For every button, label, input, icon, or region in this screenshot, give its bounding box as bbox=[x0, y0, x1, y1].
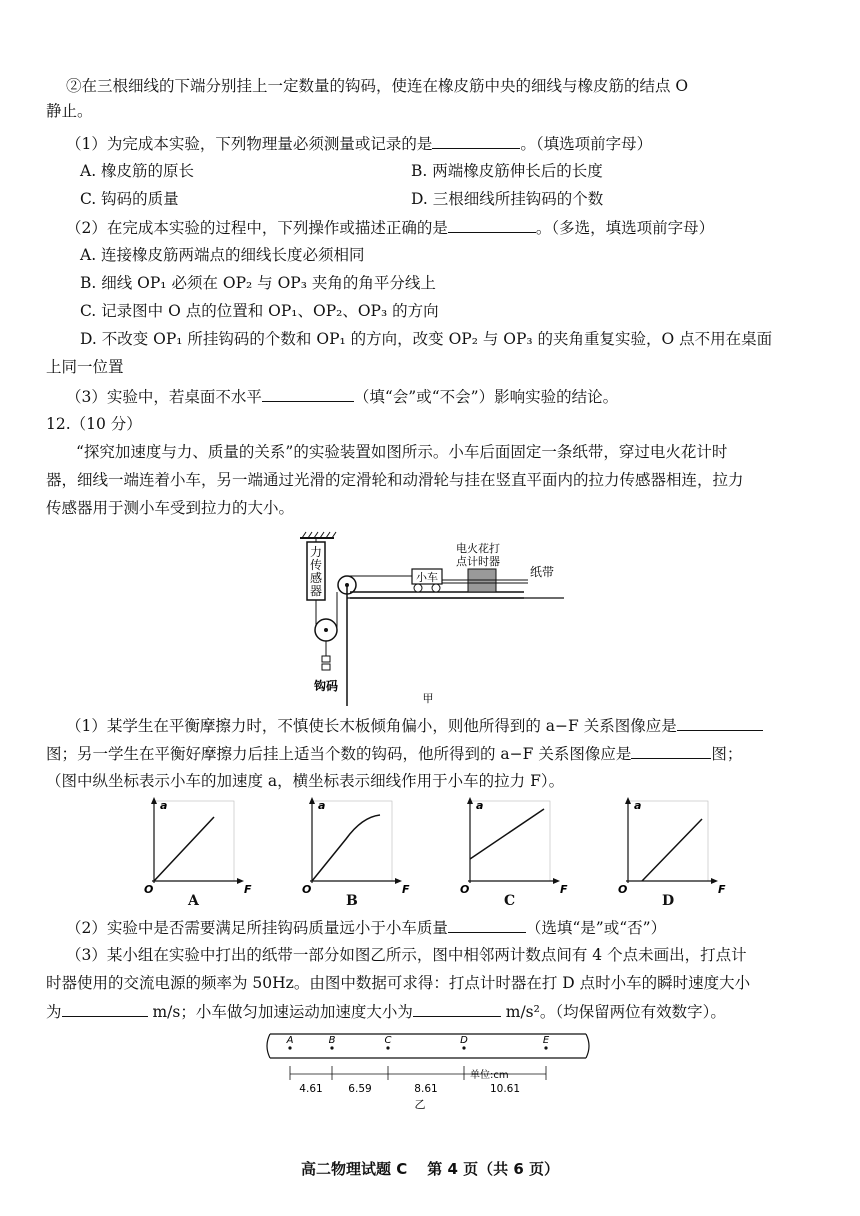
option-c: C. 钩码的质量 bbox=[80, 190, 179, 208]
weight bbox=[322, 664, 330, 670]
y-axis-label: a bbox=[476, 799, 484, 812]
origin-label: O bbox=[460, 883, 470, 896]
distance-label: 4.61 bbox=[299, 1083, 323, 1095]
text-line: 时器使用的交流电源的频率为 50Hz。由图中数据可求得：打点计时器在打 D 点时小车的瞬时速度大小 bbox=[46, 974, 751, 992]
x-axis-arrow bbox=[711, 878, 718, 884]
wheel bbox=[432, 584, 440, 592]
option-c: C. 记录图中 O 点的位置和 OP₁、OP₂、OP₃ 的方向 bbox=[80, 302, 439, 320]
point-label: B bbox=[328, 1035, 336, 1046]
option-a: A. 橡皮筋的原长 bbox=[80, 162, 195, 180]
subquestion-3: （3）某小组在实验中打出的纸带一部分如图乙所示，图中相邻两计数点间有 4 个点未画出，打点计 bbox=[66, 946, 747, 964]
question-2: （2）在完成本实验的过程中，下列操作或描述正确的是 。（多选，填选项前字母） bbox=[66, 219, 715, 237]
figure-caption: 乙 bbox=[414, 1098, 426, 1111]
wheel bbox=[414, 584, 422, 592]
option-b: B. 细线 OP₁ 必须在 OP₂ 与 OP₃ 夹角的角平分线上 bbox=[80, 274, 436, 292]
graph-label: B bbox=[346, 893, 358, 909]
origin-label: O bbox=[618, 883, 628, 896]
distance-label: 6.59 bbox=[348, 1083, 372, 1095]
page-footer bbox=[0, 1158, 860, 1179]
subquestion-1: （1）某学生在平衡摩擦力时，不慎使长木板倾角偏小，则他所得到的 a−F 关系图像应是 bbox=[66, 715, 763, 736]
y-axis-arrow bbox=[309, 797, 315, 804]
answer-blank bbox=[62, 1001, 148, 1017]
point-label: E bbox=[542, 1035, 550, 1046]
y-axis-label: a bbox=[634, 799, 642, 812]
answer-blank bbox=[262, 386, 354, 402]
sensor-label: 器 bbox=[309, 584, 323, 598]
option-a: A. 连接橡皮筋两端点的细线长度必须相同 bbox=[80, 246, 365, 264]
graph-frame bbox=[628, 801, 708, 881]
graph-line bbox=[154, 817, 214, 881]
text-line: （图中纵坐标表示小车的加速度 a，横坐标表示细线作用于小车的拉力 F）。 bbox=[46, 772, 565, 790]
graph-line bbox=[470, 809, 544, 859]
tape-label: 纸带 bbox=[529, 565, 555, 579]
answer-blank bbox=[631, 743, 711, 759]
text-line: “探究加速度与力、质量的关系”的实验装置如图所示。小车后面固定一条纸带，穿过电火花计时 bbox=[76, 443, 728, 461]
distance-label: 10.61 bbox=[489, 1083, 521, 1095]
graph-b bbox=[302, 795, 412, 905]
y-axis-arrow bbox=[467, 797, 473, 804]
y-axis-arrow bbox=[151, 797, 157, 804]
origin-label: O bbox=[144, 883, 154, 896]
sensor-label: 力 bbox=[309, 545, 323, 559]
option-d: D. 不改变 OP₁ 所挂钩码的个数和 OP₁ 的方向，改变 OP₂ 与 OP₃ 的夹角重复实验，O 点不用在桌面 bbox=[80, 330, 773, 348]
page-number: 第 4 页（共 6 页） bbox=[427, 1160, 559, 1178]
x-axis-arrow bbox=[237, 878, 244, 884]
graph-label: C bbox=[504, 893, 516, 909]
option-b: B. 两端橡皮筋伸长后的长度 bbox=[411, 162, 603, 180]
graph-d bbox=[618, 795, 728, 905]
graph-line bbox=[312, 815, 380, 881]
tape-dot bbox=[330, 1046, 333, 1049]
y-axis-label: a bbox=[318, 799, 326, 812]
graph-c bbox=[460, 795, 570, 905]
text-line: 为 m/s；小车做匀加速运动加速度大小为 m/s²。（均保留两位有效数字）。 bbox=[46, 1003, 726, 1021]
answer-blank bbox=[413, 1001, 501, 1017]
y-axis-label: a bbox=[160, 799, 168, 812]
answer-blank bbox=[677, 715, 763, 731]
timer-label: 电火花打 bbox=[456, 542, 500, 555]
figure-caption: 甲 bbox=[422, 692, 434, 705]
tape-dot bbox=[386, 1046, 389, 1049]
subquestion-2: （2）实验中是否需要满足所挂钩码质量远小于小车质量 （选填“是”或“否”） bbox=[66, 919, 667, 937]
x-axis-label: F bbox=[402, 883, 410, 896]
x-axis-arrow bbox=[553, 878, 560, 884]
unit-label: 单位:cm bbox=[470, 1070, 509, 1081]
text-line: 上同一位置 bbox=[46, 358, 124, 376]
graph-label: A bbox=[188, 893, 199, 909]
text-line: 器，细线一端连着小车，另一端通过光滑的定滑轮和动滑轮与挂在竖直平面内的拉力传感器相连，拉力 bbox=[46, 471, 744, 489]
answer-blank bbox=[448, 917, 526, 933]
cart-label: 小车 bbox=[416, 571, 438, 584]
weight bbox=[322, 656, 330, 662]
tape-dot bbox=[462, 1046, 465, 1049]
x-axis-arrow bbox=[395, 878, 402, 884]
answer-blank bbox=[448, 217, 536, 233]
x-axis-label: F bbox=[560, 883, 568, 896]
sensor-label: 感 bbox=[309, 571, 323, 585]
text-line: 静止。 bbox=[46, 102, 93, 120]
point-label: D bbox=[460, 1035, 468, 1046]
text-line: 传感器用于测小车受到拉力的大小。 bbox=[46, 499, 295, 517]
tape-dot bbox=[288, 1046, 291, 1049]
weights-label: 钩码 bbox=[313, 679, 339, 693]
point-label: C bbox=[384, 1035, 392, 1046]
graph-frame bbox=[312, 801, 392, 881]
tape-dot bbox=[544, 1046, 547, 1049]
sensor-label: 传 bbox=[309, 558, 323, 572]
figure-jia bbox=[292, 528, 564, 706]
graph-label: D bbox=[662, 893, 675, 909]
question-3: （3）实验中，若桌面不水平 （填“会”或“不会”）影响实验的结论。 bbox=[66, 388, 619, 406]
figure-yi bbox=[260, 1030, 596, 1112]
option-d: D. 三根细线所挂钩码的个数 bbox=[411, 190, 604, 208]
point-label: A bbox=[286, 1035, 294, 1046]
exam-title: 高二物理试题 C bbox=[301, 1160, 408, 1178]
subquestion-1-cont: 图；另一学生在平衡好摩擦力后挂上适当个数的钩码，他所得到的 a−F 关系图像应是 图； bbox=[46, 745, 743, 763]
text-line: ②在三根细线的下端分别挂上一定数量的钩码，使连在橡皮筋中央的细线与橡皮筋的结点 O bbox=[66, 77, 689, 95]
question-1: （1）为完成本实验，下列物理量必须测量或记录的是 。（填选项前字母） bbox=[66, 135, 653, 153]
y-axis-arrow bbox=[625, 797, 631, 804]
distance-label: 8.61 bbox=[414, 1083, 438, 1095]
x-axis-label: F bbox=[718, 883, 726, 896]
timer-label: 点计时器 bbox=[456, 555, 500, 568]
origin-label: O bbox=[302, 883, 312, 896]
x-axis-label: F bbox=[244, 883, 252, 896]
graph-a bbox=[144, 795, 254, 905]
answer-blank bbox=[432, 133, 520, 149]
graph-line bbox=[642, 819, 702, 881]
question-number: 12.（10 分） bbox=[46, 415, 142, 433]
